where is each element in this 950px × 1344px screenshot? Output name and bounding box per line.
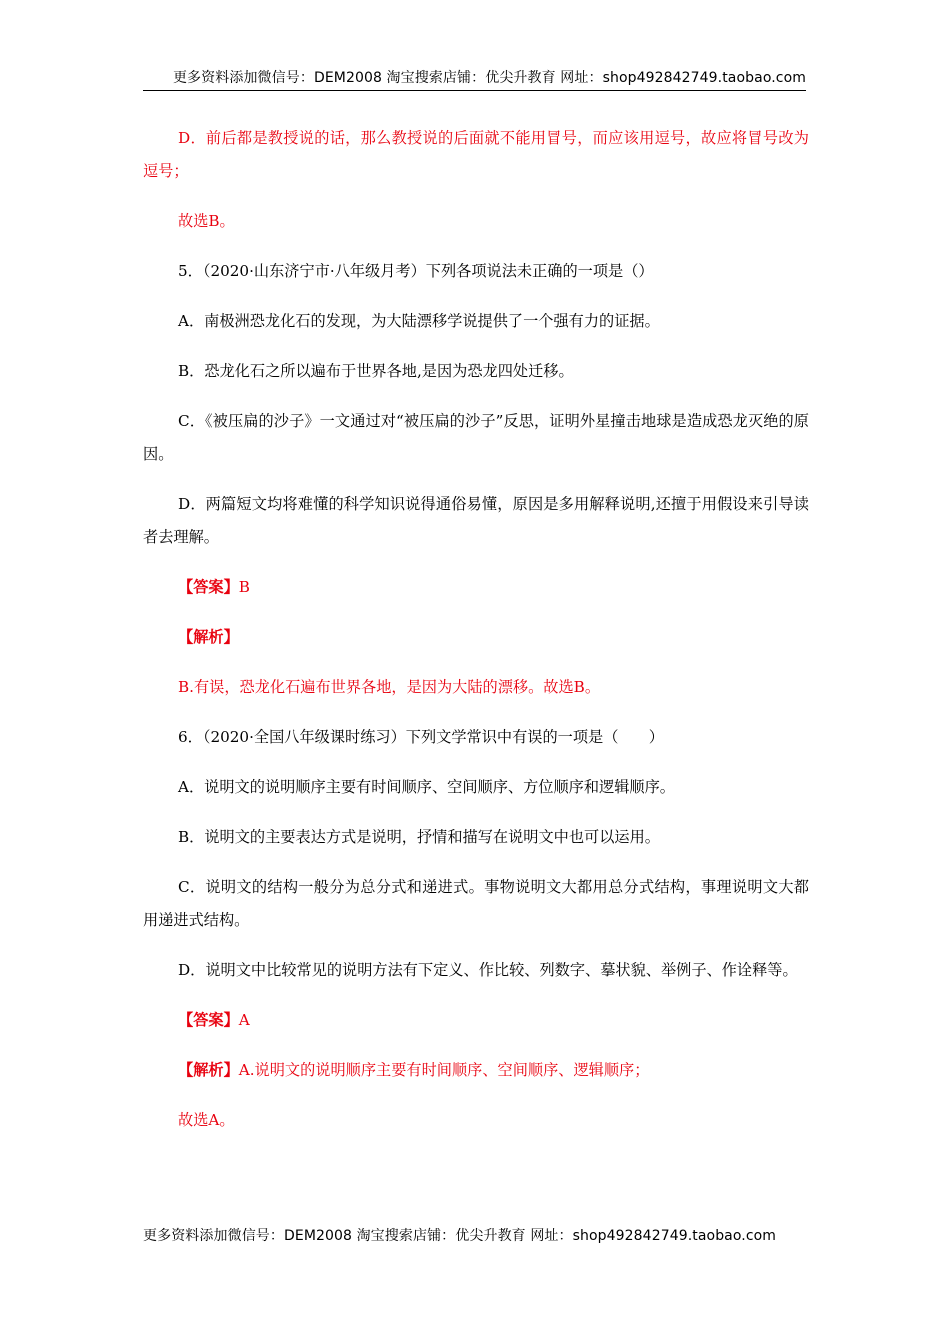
q6-option-d: D．说明文中比较常见的说明方法有下定义、作比较、列数字、摹状貌、举例子、作诠释等。: [178, 961, 798, 979]
q5-answer-label: 【答案】: [178, 578, 239, 596]
q6-answer-value: A: [238, 1011, 250, 1029]
q6-analysis-text: A.说明文的说明顺序主要有时间顺序、空间顺序、逻辑顺序；: [238, 1061, 650, 1079]
q5-option-d: D．两篇短文均将难懂的科学知识说得通俗易懂，原因是多用解释说明,还擅于用假设来引导读者去理解。: [143, 495, 809, 546]
q6-stem: 6．（2020·全国八年级课时练习）下列文学常识中有误的一项是（ ）: [178, 728, 664, 746]
q6-option-c: C．说明文的结构一般分为总分式和递进式。事物说明文大都用总分式结构，事理说明文大都用递进式结构。: [143, 878, 809, 929]
q6-option-b: B．说明文的主要表达方式是说明，抒情和描写在说明文中也可以运用。: [178, 828, 660, 846]
q5-answer-value: B: [238, 578, 250, 596]
q5-analysis-text: B.有误，恐龙化石遍布世界各地，是因为大陆的漂移。故选B。: [178, 678, 601, 696]
footer-text: 更多资料添加微信号：DEM2008 淘宝搜索店铺：优尖升教育 网址：shop492842749.taobao.com: [143, 1228, 777, 1244]
q5-analysis-label: 【解析】: [178, 628, 239, 646]
q5-analysis-heading: [143, 621, 809, 654]
prev-option-d-analysis: D．前后都是教授说的话，那么教授说的后面就不能用冒号，而应该用逗号，故应将冒号改为逗号；: [143, 129, 809, 180]
q5-stem: 5．（2020·山东济宁市·八年级月考）下列各项说法未正确的一项是（）: [178, 262, 654, 280]
document-body: [143, 122, 809, 1154]
q6-option-a: A．说明文的说明顺序主要有时间顺序、空间顺序、方位顺序和逻辑顺序。: [178, 778, 675, 796]
header-text: 更多资料添加微信号：DEM2008 淘宝搜索店铺：优尖升教育 网址：shop492842749.taobao.com: [172, 70, 806, 86]
q5-option-c: C．《被压扁的沙子》一文通过对“被压扁的沙子”反思，证明外星撞击地球是造成恐龙灭绝的原因。: [143, 412, 809, 463]
q6-analysis-label: 【解析】: [178, 1061, 239, 1079]
q6-conclusion: 故选A。: [178, 1111, 235, 1129]
q6-analysis: [143, 1054, 809, 1087]
q5-option-a: A．南极洲恐龙化石的发现，为大陆漂移学说提供了一个强有力的证据。: [178, 312, 660, 330]
q6-answer-label: 【答案】: [178, 1011, 239, 1029]
q5-answer: [143, 571, 809, 604]
prev-conclusion: 故选B。: [178, 212, 235, 230]
q6-answer: [143, 1004, 809, 1037]
page-header: [143, 68, 806, 91]
page-footer: [143, 1226, 823, 1246]
q5-option-b: B．恐龙化石之所以遍布于世界各地,是因为恐龙四处迁移。: [178, 362, 574, 380]
